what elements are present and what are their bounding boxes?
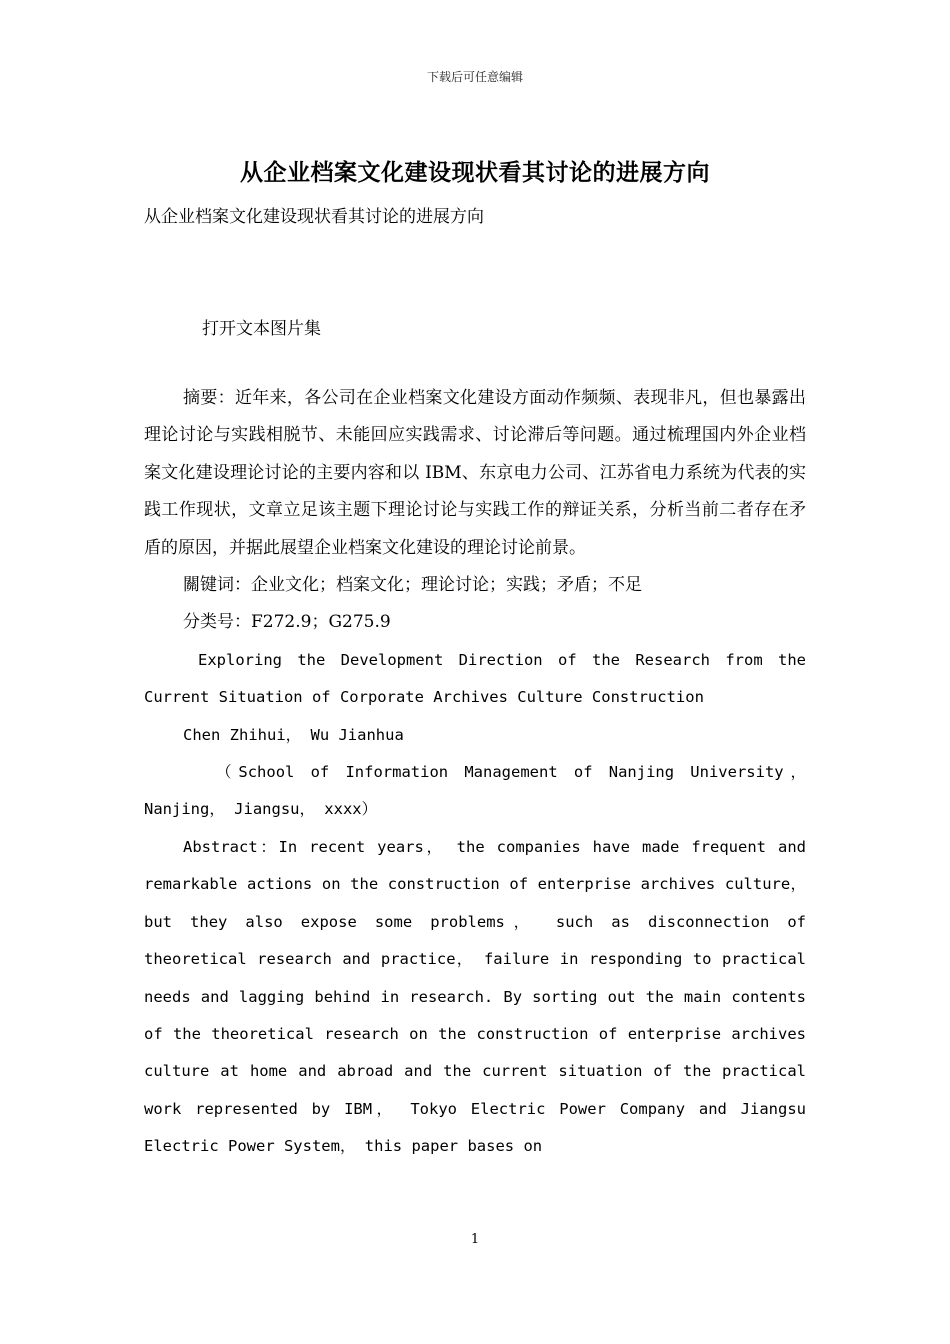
abstract-zh: 摘要：近年来，各公司在企业档案文化建设方面动作频频、表现非凡，但也暴露出理论讨论与实践相脱节、未能回应实践需求、讨论滞后等问题。通过梳理国内外企业档案文化建设理论讨论的主要内容和以 IBM、东京电力公司、江苏省电力系统为代表的实践工作现状，文章立足该主题下理论讨论与实践工作的辩证关系，分析当前二者存在矛盾的原因，并据此展望企业档案文化建设的理论讨论前景。 — [144, 388, 806, 558]
keywords: 關键词：企业文化；档案文化；理论讨论；实践；矛盾；不足 — [183, 575, 642, 596]
open-gallery-link[interactable]: 打开文本图片集 — [202, 319, 321, 339]
subtitle: 从企业档案文化建设现状看其讨论的进展方向 — [144, 207, 484, 227]
document-body — [144, 380, 806, 1166]
classification: 分类号：F272.9；G275.9 — [183, 612, 391, 633]
abstract-en: Abstract：In recent years， the companies have made frequent and remarkable actions on the construction of enterprise archives culture，but they also expose some problems， such as disconnection of theoretical research and practice， failure in responding to practical needs and lagging behind in research. By sorting out the main contents of the theoretical research on the construction of enterprise archives culture at home and abroad and the current situation of the practical work represented by IBM， Tokyo Electric Power Company and Jiangsu Electric Power System， this paper bases on — [144, 837, 806, 1156]
page-number: 1 — [470, 1232, 480, 1247]
title-en: Exploring the Development Direction of the Research from the Current Situation of Corporate Archives Culture Construction — [144, 650, 806, 707]
affiliation: （School of Information Management of Nanjing University，Nanjing， Jiangsu， xxxx） — [144, 763, 806, 819]
header-note: 下载后可任意编辑 — [426, 70, 523, 84]
page-title: 从企业档案文化建设现状看其讨论的进展方向 — [240, 159, 710, 186]
authors: Chen Zhihui， Wu Jianhua — [183, 725, 404, 744]
